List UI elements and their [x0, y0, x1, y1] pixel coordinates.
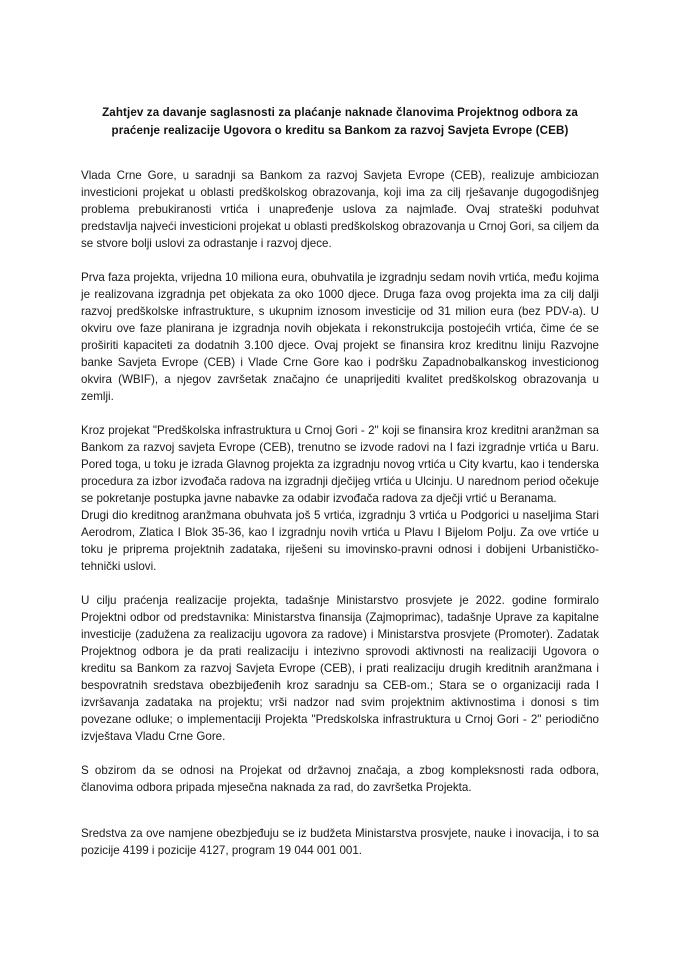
funding-spacer — [81, 796, 599, 825]
document-title: Zahtjev za davanje saglasnosti za plaćanje naknade članovima Projektnog odbora za praćenje realizacije Ugovora o kreditu sa Bankom za razvoj Savjeta Evrope (CEB) — [102, 106, 578, 137]
paragraph-project-status-text: Kroz projekat "Predškolska infrastruktura u Crnoj Gori - 2" koji se finansira kroz kreditni aranžman sa Bankom za razvoj savjeta Evrope (CEB), trenutno se izvode radovi na I fazi izgradnje vrtića u Baru. Pored toga, u toku je izrada Glavnog projekta za izgradnju novog vrtića u City kvartu, kao i tenderska procedura za izbor izvođača radova na izgradnji dječijeg vrtića u Ulcinju. U narednom period očekuje se pokretanje postupka javne nabavke za odabir izvođača radova za dječji vrtić u Beranama. — [81, 424, 599, 505]
paragraph-second-credit-tranche: Drugi dio kreditnog aranžmana obuhvata još 5 vrtića, izgradnju 3 vrtića u Podgorici u naseljima Stari Aerodrom, Zlatica I Blok 35-36, kao I izgradnju novih vrtića u Plavu I Bijelom Polju. Za ove vrtiće u toku je priprema projektnih zadataka, riješeni su imovinsko-pravni odnosi i dobijeni Urbanističko-tehnički uslovi. — [81, 509, 599, 573]
paragraph-intro: Vlada Crne Gore, u saradnji sa Bankom za razvoj Savjeta Evrope (CEB), realizuje ambiciozan investicioni projekat u oblasti predškolskog obrazovanja, koji ima za cilj rješavanje dugogodišnjeg problema prebukiranosti vrtića i unapređenje uslova za najmlađe. Ovaj strateški poduhvat predstavlja najveći investicioni projekat u oblasti predškolskog obrazovanja u Crnoj Gori, sa ciljem da se stvore bolji uslovi za odrastanje i razvoj djece. — [81, 169, 599, 250]
title-spacer — [81, 139, 599, 167]
paragraph-project-status — [81, 422, 599, 575]
paragraph-project-board: U cilju praćenja realizacije projekta, tadašnje Ministarstvo prosvjete je 2022. godine formiralo Projektni odbor od predstavnika: Ministarstva finansija (Zajmoprimac), tadašnje Uprave za kapitalne investicije (zadužena za realizaciju ugovora za radove) i Ministarstva prosvjete (Promoter). Zadatak Projektnog odbora je da prati realizaciju i intezivno sprovodi aktivnosti na realizaciji Ugovora o kreditu sa Bankom za razvoj Savjeta Evrope (CEB), i prati realizaciju drugih kreditnih aranžmana i bespovratnih sredstava obezbijeđenih kroz saradnju sa CEB-om.; Stara se o organizaciji rada I izvršavanja zadataka na projektu; vrši nadzor nad svim projektnim aktivnostima i donosi s tim povezane odluke; o implementaciji Projekta "Predskolska infrastruktura u Crnoj Gori - 2" periodično izvještava Vladu Crne Gore. — [81, 594, 599, 743]
paragraph-compensation: S obzirom da se odnosi na Projekat od državnoj značaja, a zbog kompleksnosti rada odbora, članovima odbora pripada mjesečna naknada za rad, do završetka Projekta. — [81, 764, 599, 794]
paragraph-funding-source: Sredstva za ove namjene obezbjeđuju se iz budžeta Ministarstva prosvjete, nauke i inovacija, i to sa pozicije 4199 i pozicije 4127, program 19 044 001 001. — [81, 827, 599, 857]
paragraph-first-phase: Prva faza projekta, vrijedna 10 miliona eura, obuhvatila je izgradnju sedam novih vrtića, među kojima je realizovana izgradnja pet objekata za oko 1000 djece. Druga faza ovog projekta ima za cilj dalji razvoj predškolske infrastrukture, s ukupnim iznosom investicije od 31 milion eura (bez PDV-a). U okviru ove faze planirana je izgradnja novih objekata i rekonstrukcija postojećih vrtića, čime će se proširiti kapaciteti za dodatnih 3.100 djece. Ovaj projekt se finansira kroz kreditnu liniju Razvojne banke Savjeta Evrope (CEB) i Vlade Crne Gore kao i podršku Zapadnobalkanskog investicionog okvira (WBIF), a njegov završetak značajno će unaprijediti kvalitet predškolskog obrazovanja u zemlji. — [81, 271, 599, 403]
document-body — [81, 104, 599, 859]
